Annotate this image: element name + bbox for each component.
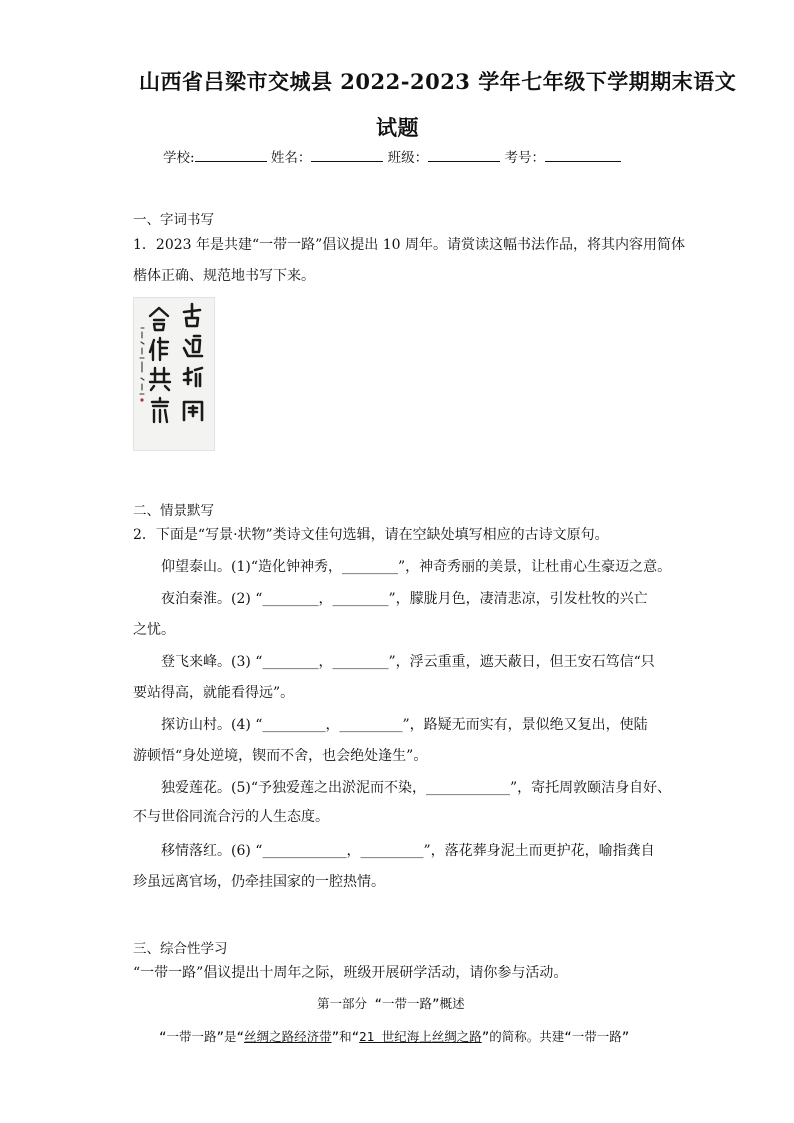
- section3-heading: 三、综合性学习: [133, 941, 228, 957]
- poem-item-3-line2: 要站得高，就能看得远”。: [133, 685, 295, 701]
- poem-item-5-line1: 独爱莲花。(5)“予独爱莲之出淤泥而不染，____________”，寄托周敦颐洁身自好、: [161, 780, 672, 796]
- part1-text-a: “一带一路”是“: [159, 1029, 245, 1044]
- maritime-silk-road-link: 21 世纪海上丝绸之路: [359, 1029, 482, 1044]
- part1-text-c: ”的简称。共建“一带一路”: [481, 1029, 630, 1044]
- class-label: 班级：: [387, 150, 429, 166]
- poem-item-3-line1: 登飞来峰。(3) “________，________”，浮云重重，遮天蔽日，但王安石笃信“只: [161, 654, 655, 670]
- silk-road-economic-belt-link: 丝绸之路经济带: [244, 1029, 332, 1044]
- name-blank[interactable]: [311, 147, 383, 162]
- student-info-line: [163, 146, 621, 166]
- poem-item-2-line1: 夜泊秦淮。(2) “________，________”，朦胧月色，凄清悲凉，引发杜牧的兴亡: [161, 591, 648, 607]
- poem-item-4-line2: 游顿悟“身处逆境，锲而不舍，也会绝处逢生”。: [133, 748, 428, 764]
- document-title-line1: 山西省吕梁市交城县 2022-2023 学年七年级下学期期末语文: [139, 69, 737, 94]
- school-blank[interactable]: [195, 147, 267, 162]
- poem-item-4-line1: 探访山村。(4) “_________，_________”，路疑无而实有，景似绝又复出，使陆: [161, 717, 648, 733]
- poem-item-5-line2: 不与世俗同流合污的人生态度。: [133, 809, 329, 825]
- section1-heading: 一、字词书写: [133, 212, 214, 228]
- question1-line2: 楷体正确、规范地书写下来。: [133, 268, 315, 284]
- school-label: 学校:: [163, 150, 195, 166]
- class-blank[interactable]: [428, 147, 500, 162]
- poem-item-2-line2: 之忧。: [133, 622, 175, 638]
- document-title-line2: 试题: [376, 115, 419, 140]
- question2-intro: 2．下面是“写景·状物”类诗文佳句选辑，请在空缺处填写相应的古诗文原句。: [133, 527, 609, 543]
- part1-title: 第一部分 “一带一路”概述: [317, 996, 465, 1011]
- poem-item-1: 仰望泰山。(1)“造化钟神秀，________”，神奇秀丽的美景，让杜甫心生豪迈之意。: [161, 559, 672, 575]
- section3-intro: “一带一路”倡议提出十周年之际，班级开展研学活动，请你参与活动。: [133, 965, 568, 981]
- part1-paragraph-line: [159, 1027, 629, 1045]
- poem-item-6-line2: 珍虽远离官场，仍牵挂国家的一腔热情。: [133, 874, 385, 890]
- calligraphy-drawing: [134, 298, 214, 450]
- exam-no-label: 考号：: [504, 150, 545, 166]
- poem-item-6-line1: 移情落红。(6) “____________，_________”，落花葬身泥土而更护花，喻指龚自: [161, 843, 655, 859]
- name-label: 姓名：: [270, 150, 312, 166]
- exam-no-blank[interactable]: [545, 147, 621, 162]
- section2-heading: 二、情景默写: [133, 503, 214, 519]
- part1-text-b: ”和“: [331, 1029, 360, 1044]
- question1-line1: 1．2023 年是共建“一带一路”倡议提出 10 周年。请赏读这幅书法作品，将其内容用简体: [133, 237, 686, 253]
- calligraphy-image: [133, 297, 215, 451]
